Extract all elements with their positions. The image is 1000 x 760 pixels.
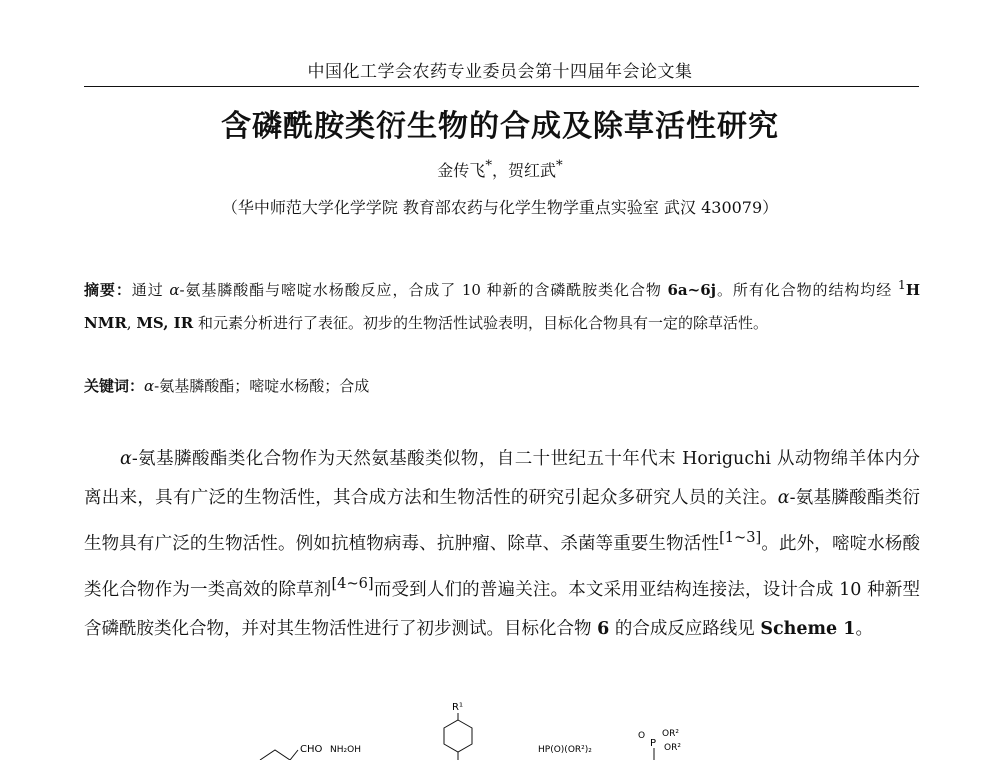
bond <box>290 750 298 760</box>
abstract-text: , <box>126 314 137 332</box>
benzene-ring <box>444 720 472 752</box>
nmr-label: H NMR <box>84 281 920 332</box>
author-name: 贺红武 <box>508 161 557 180</box>
corresponding-mark: * <box>485 158 492 174</box>
reaction-scheme <box>220 690 780 760</box>
abstract <box>84 268 920 340</box>
abstract-text: 和元素分析进行了表征。初步的生物活性试验表明，目标化合物具有一定的除草活性。 <box>193 314 768 332</box>
r1-label: R¹ <box>452 702 463 713</box>
body-text: 。此外，嘧啶水杨酸类化合物作为一类高效的除草剂 <box>84 533 921 600</box>
body-text: -氨基膦酸酯类化合物作为天然氨基酸类似物，自二十世纪五十年代末 Horiguchi 从动物绵羊体内分离出来，具有广泛的生物活性，其合成方法和生物活性的研究引起众多研究人员的关注。 <box>84 449 920 508</box>
nmr-superscript: 1 <box>897 277 906 292</box>
paper-title: 含磷酰胺类衍生物的合成及除草活性研究 <box>221 109 779 144</box>
author-name: 金传飞 <box>437 161 486 180</box>
affiliation: （华中师范大学化学学院 教育部农药与化学生物学重点实验室 武汉 430079） <box>221 198 779 217</box>
citation: [4~6] <box>331 574 374 592</box>
body-text: 而受到人们的普遍关注。本文采用亚结构连接法，设计合成 10 种新型含磷酰胺类化合物，并对其生物活性进行了初步测试。目标化合物 <box>84 579 920 639</box>
ester-label: OR² <box>662 729 679 739</box>
alpha-symbol: α <box>169 281 180 299</box>
alpha-symbol: α <box>120 449 132 469</box>
running-header: 中国化工学会农药专业委员会第十四届年会论文集 <box>307 62 693 82</box>
authors <box>0 158 1000 181</box>
body-text: 的合成反应路线见 <box>609 618 761 639</box>
scheme-reference: Scheme 1 <box>760 618 856 639</box>
abstract-label: 摘要： <box>84 281 132 299</box>
corresponding-mark: * <box>556 158 563 174</box>
compound-range: 6a~6j <box>667 281 717 299</box>
compound-number: 6 <box>597 618 610 639</box>
reagent-label: NH₂OH <box>330 745 361 755</box>
alpha-symbol: α <box>777 488 790 508</box>
body-text: 。 <box>855 618 873 639</box>
ester-label: OR² <box>664 743 681 753</box>
phosphorus-label: P <box>650 738 657 749</box>
reagent-label: HP(O)(OR²)₂ <box>538 745 592 755</box>
keywords <box>84 374 920 398</box>
author-separator: ， <box>491 161 508 180</box>
alpha-symbol: α <box>144 377 155 395</box>
body-text: -氨基膦酸酯类衍生物具有广泛的生物活性。例如抗植物病毒、抗肿瘤、除草、杀菌等重要生物活性 <box>84 488 920 554</box>
keywords-text: -氨基膦酸酯；嘧啶水杨酸；合成 <box>154 377 370 395</box>
keywords-label: 关键词： <box>84 377 145 395</box>
body-paragraph <box>84 440 920 649</box>
abstract-text: -氨基膦酸酯与嘧啶水杨酸反应，合成了 10 种新的含磷酰胺类化合物 <box>179 281 668 299</box>
header-rule <box>84 86 919 87</box>
ms-ir-label: MS, IR <box>136 314 194 332</box>
cho-label: CHO <box>300 744 323 755</box>
citation: [1~3] <box>719 529 762 546</box>
benzene-ring-fragment <box>260 750 290 760</box>
abstract-text: 通过 <box>131 281 170 299</box>
oxygen-label: O <box>638 731 646 741</box>
abstract-text: 。所有化合物的结构均经 <box>716 281 898 299</box>
